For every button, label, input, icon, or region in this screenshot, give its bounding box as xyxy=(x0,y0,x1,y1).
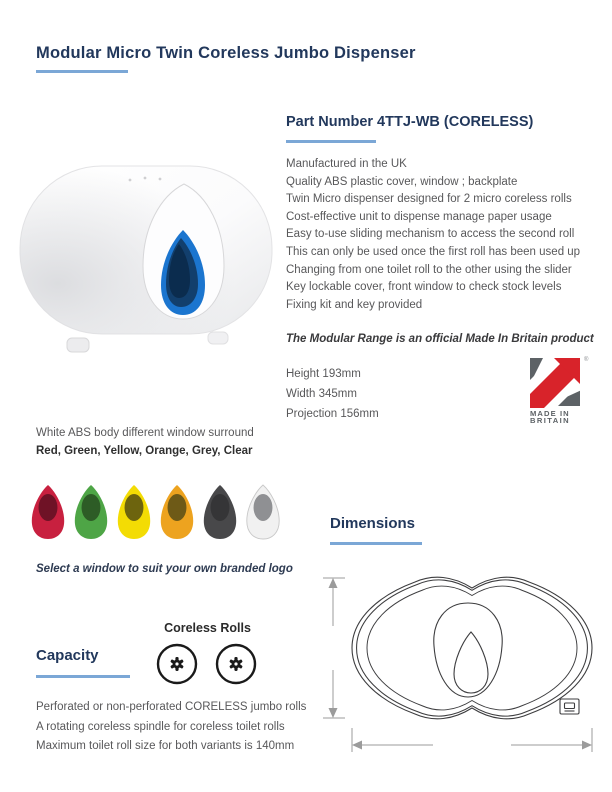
made-in-britain-note: The Modular Range is an official Made In Britain product xyxy=(286,333,594,345)
capacity-line: A rotating coreless spindle for coreless toilet rolls xyxy=(36,720,285,733)
window-swatch-green xyxy=(73,481,109,543)
page-title: Modular Micro Twin Coreless Jumbo Dispenser xyxy=(36,44,416,62)
dimensions-diagram xyxy=(315,568,607,788)
window-swatch-grey xyxy=(202,481,238,543)
spec-line: Projection 156mm xyxy=(286,408,379,420)
feature-line: Quality ABS plastic cover, window ; backplate xyxy=(286,175,518,188)
gear-icon xyxy=(170,657,184,671)
feature-list xyxy=(286,156,598,314)
feature-line: Fixing kit and key provided xyxy=(286,298,423,311)
feature-line: Manufactured in the UK xyxy=(286,158,407,170)
feature-line: This can only be used once the first roll has been used up xyxy=(286,245,581,258)
capacity-underline xyxy=(36,675,130,678)
window-swatch-red xyxy=(30,481,66,543)
swatch-row xyxy=(30,481,281,543)
capacity-lines xyxy=(36,698,336,757)
product-photo xyxy=(12,146,287,358)
capacity-heading: Capacity xyxy=(36,647,99,664)
feature-line: Cost-effective unit to dispense manage paper usage xyxy=(286,210,552,223)
roll-icon xyxy=(215,643,257,685)
part-underline xyxy=(286,140,376,143)
coreless-rolls-label: Coreless Rolls xyxy=(164,621,251,635)
spec-list xyxy=(286,364,379,424)
coreless-roll-icons xyxy=(156,643,257,685)
made-in-britain-logo xyxy=(528,354,590,424)
dispenser-outline xyxy=(352,577,592,719)
part-number-heading: Part Number 4TTJ-WB (CORELESS) xyxy=(286,114,534,130)
window-colors-note: Red, Green, Yellow, Orange, Grey, Clear xyxy=(36,445,253,457)
window-swatch-yellow xyxy=(116,481,152,543)
lock-icon xyxy=(560,699,579,714)
abs-body-note: White ABS body different window surround xyxy=(36,427,254,439)
registered-mark: ® xyxy=(584,357,589,363)
spec-line: Height 193mm xyxy=(286,368,361,380)
capacity-line: Maximum toilet roll size for both variants is 140mm xyxy=(36,740,295,752)
window-swatch-orange xyxy=(159,481,195,543)
dimensions-underline xyxy=(330,542,422,545)
feature-line: Changing from one toilet roll to the other using the slider xyxy=(286,263,572,276)
capacity-line: Perforated or non-perforated CORELESS jumbo rolls xyxy=(36,701,307,713)
window-swatch-clear xyxy=(245,481,281,543)
title-underline xyxy=(36,70,128,73)
select-window-note: Select a window to suit your own branded logo xyxy=(36,563,293,575)
mib-line1: MADE IN xyxy=(530,409,570,418)
feature-line: Twin Micro dispenser designed for 2 micro coreless rolls xyxy=(286,193,572,206)
dimensions-heading: Dimensions xyxy=(330,515,416,532)
mib-line2: BRITAIN xyxy=(530,416,571,424)
roll-icon xyxy=(156,643,198,685)
gear-icon xyxy=(229,657,243,671)
feature-line: Easy to-use sliding mechanism to access the second roll xyxy=(286,228,575,241)
feature-line: Key lockable cover, front window to check stock levels xyxy=(286,281,562,294)
spec-line: Width 345mm xyxy=(286,388,357,400)
